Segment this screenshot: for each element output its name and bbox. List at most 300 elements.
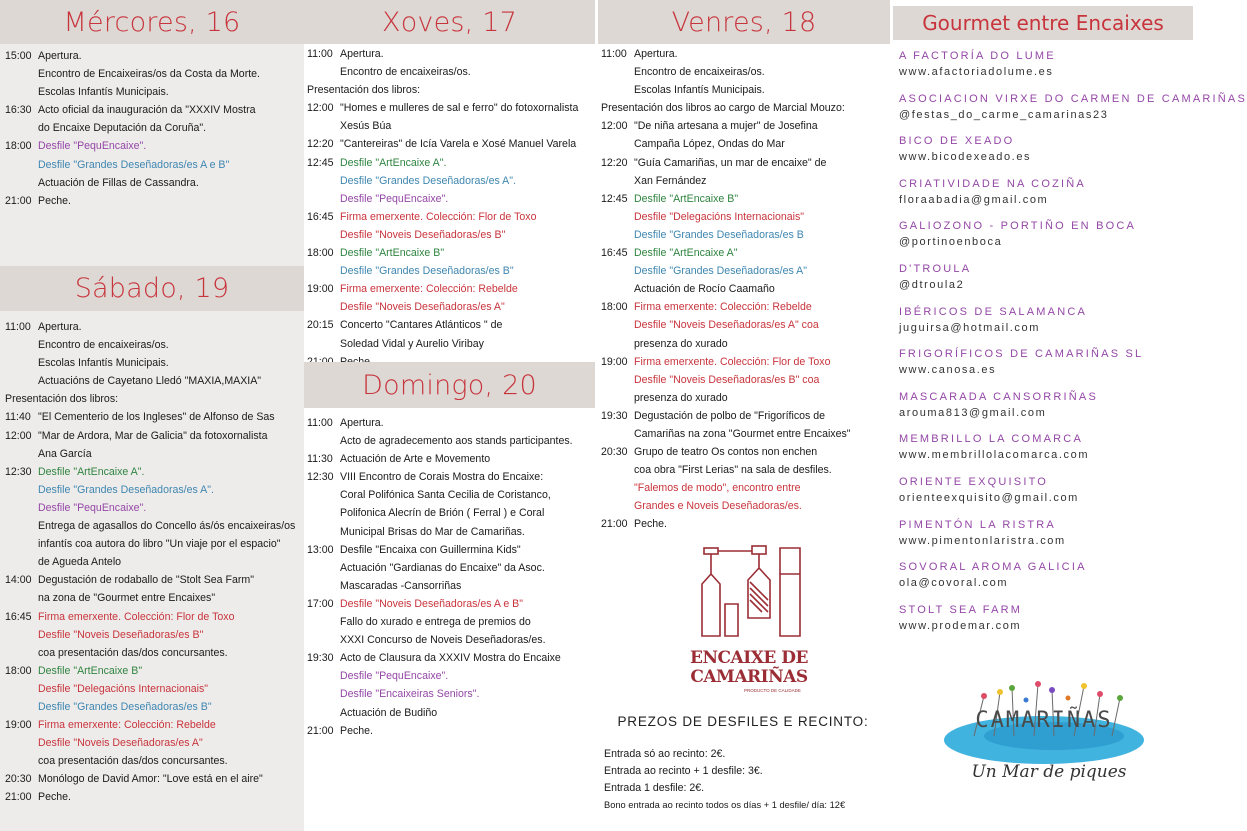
- event-text: Xesús Búa: [340, 120, 392, 133]
- event-text: Camariñas na zona "Gourmet entre Encaixes": [634, 427, 851, 440]
- event-time: [601, 208, 634, 226]
- event-time: [601, 371, 634, 389]
- event-time: 20:15: [307, 319, 334, 332]
- schedule-event: [307, 172, 595, 190]
- event-text: presenza do xurado: [634, 337, 728, 350]
- vendor-name: ORIENTE EXQUISITO: [899, 475, 1049, 488]
- prices-title: PREZOS DE DESFILES E RECINTO:: [617, 714, 869, 729]
- event-time: [307, 262, 340, 280]
- event-text: Desfile "Grandes Deseñadoras/es A": [634, 265, 807, 278]
- event-time: [5, 83, 38, 101]
- schedule-event: [307, 559, 595, 577]
- event-text: Apertura.: [38, 50, 82, 62]
- event-text: Desfile "ArtEncaixe B": [340, 247, 445, 260]
- logo-sub: PRODUCTO DE CALIDADE: [744, 688, 801, 693]
- event-text: Presentación dos libros:: [5, 393, 119, 406]
- event-time: [307, 117, 340, 135]
- event-text: Desfile "ArtEncaixe A".: [340, 156, 447, 169]
- event-text: Desfile "ArtEncaixe B": [634, 192, 739, 205]
- schedule-event: [601, 407, 890, 425]
- event-text: "Cantereiras" de Icía Varela e Xosé Manuel Varela: [340, 138, 577, 151]
- schedule-event: [5, 119, 301, 137]
- vendor-name: MASCARADA CANSORRIÑAS: [899, 390, 1099, 403]
- bobbins-icon: [690, 544, 810, 644]
- day-title: Venres, 18: [671, 6, 817, 38]
- schedule-event: [5, 336, 301, 354]
- event-time: 12:45: [601, 192, 628, 205]
- event-text: "El Cementerio de los Ingleses" de Alfonso de Sas: [38, 411, 275, 424]
- schedule-xoves: [307, 45, 595, 371]
- logo-line2: CAMARIÑAS: [690, 667, 808, 687]
- day-heading-mercores: [0, 0, 304, 44]
- event-text: Firma emerxente: Colección: Rebelde: [634, 301, 812, 314]
- event-time: [5, 65, 38, 83]
- schedule-event: [307, 226, 595, 244]
- vendor-name: D'TROULA: [899, 262, 972, 275]
- event-time: [601, 425, 634, 443]
- vendor-contact: arouma813@gmail.com: [899, 406, 1047, 419]
- event-time: 19:00: [307, 283, 334, 296]
- event-text: Escolas Infantís Municipais.: [38, 357, 169, 370]
- event-text: Desfile "Grandes Deseñadoras/es A".: [38, 483, 214, 496]
- event-text: do Encaixe Deputación da Coruña".: [38, 122, 207, 135]
- event-time: [601, 335, 634, 353]
- event-text: Desfile "PequEncaixe".: [340, 670, 449, 683]
- schedule-event: [5, 174, 301, 192]
- event-text: Ana García: [38, 447, 92, 460]
- schedule-event: [5, 427, 301, 445]
- event-text: Acto de agradecemento aos stands participantes.: [340, 435, 573, 448]
- event-text: Desfile "PequEncaixe".: [38, 501, 147, 514]
- vendor-item: [899, 261, 1194, 304]
- event-time: [601, 497, 634, 515]
- event-time: 18:00: [601, 301, 628, 314]
- event-time: [307, 298, 340, 316]
- event-text: Desfile "ArtEncaixe B": [38, 664, 143, 677]
- schedule-event: [5, 83, 301, 101]
- day-title: Domingo, 20: [362, 369, 537, 401]
- vendor-contact: ola@covoral.com: [899, 577, 1009, 590]
- event-text: VIII Encontro de Corais Mostra do Encaixe:: [340, 471, 544, 484]
- event-time: 18:00: [5, 664, 32, 677]
- event-time: 12:00: [5, 429, 32, 442]
- event-text: Firma emerxente: Colección: Rebelde: [38, 719, 216, 732]
- schedule-event: [5, 445, 301, 463]
- schedule-event: [601, 280, 890, 298]
- event-text: XXXI Concurso de Noveis Deseñadoras/es.: [340, 634, 546, 647]
- event-time: [5, 589, 38, 607]
- schedule-event: [307, 99, 595, 117]
- event-text: Soledad Vidal y Aurelio Viribay: [340, 337, 484, 350]
- day-title: Sábado, 19: [74, 273, 230, 304]
- event-text: Apertura.: [634, 48, 678, 60]
- price-line: Entrada só ao recinto: 2€.: [604, 748, 726, 760]
- schedule-event: [601, 443, 890, 461]
- event-text: Campaña López, Ondas do Mar: [634, 138, 785, 151]
- vendor-item: [899, 559, 1194, 602]
- schedule-event: [5, 137, 301, 155]
- event-text: Desfile "Encaixeiras Seniors".: [340, 688, 480, 701]
- schedule-event: [307, 135, 595, 153]
- event-text: Desfile "Grandes Deseñadoras/es B: [634, 228, 804, 241]
- event-time: 16:45: [601, 247, 628, 260]
- event-text: Mascaradas -Cansorriñas: [340, 579, 462, 592]
- vendor-name: A FACTORÍA DO LUME: [899, 50, 1056, 62]
- event-text: Peche.: [38, 194, 71, 207]
- event-time: 16:45: [5, 610, 32, 623]
- event-text: Actuación de Fillas de Cassandra.: [38, 176, 199, 189]
- schedule-event: [307, 722, 595, 740]
- event-time: 21:00: [5, 791, 32, 804]
- vendor-name: STOLT SEA FARM: [899, 603, 1023, 616]
- event-time: [5, 481, 38, 499]
- camarinas-logo: [934, 676, 1154, 798]
- vendor-item: [899, 48, 1194, 91]
- event-time: 12:20: [601, 156, 628, 169]
- event-time: [307, 685, 340, 703]
- event-text: Xan Fernández: [634, 174, 707, 187]
- event-text: Desfile "Noveis Deseñadoras/es A e B": [340, 597, 524, 610]
- event-time: 19:00: [5, 719, 32, 732]
- event-text: Apertura.: [340, 417, 384, 429]
- schedule-event: [601, 316, 890, 334]
- schedule-event: [5, 101, 301, 119]
- event-time: [5, 680, 38, 698]
- event-text: Entrega de agasallos do Concello ás/ós encaixeiras/os: [38, 520, 296, 533]
- event-time: [601, 226, 634, 244]
- vendor-name: MEMBRILLO LA COMARCA: [899, 433, 1083, 446]
- price-line: Bono entrada ao recinto todos os días + 1 desfile/ día: 12€: [604, 800, 846, 810]
- event-time: [601, 135, 634, 153]
- schedule-event: [601, 81, 890, 99]
- event-time: 17:00: [307, 597, 334, 610]
- schedule-event: [307, 244, 595, 262]
- schedule-event: [307, 468, 595, 486]
- schedule-event: [307, 208, 595, 226]
- event-text: Firma emerxente. Colección: Flor de Toxo: [634, 355, 831, 368]
- schedule-event: [601, 117, 890, 135]
- schedule-mercores: [5, 47, 301, 210]
- event-text: Actuación de Budiño: [340, 706, 438, 719]
- schedule-event: [5, 156, 301, 174]
- schedule-event: [601, 63, 890, 81]
- day-heading-venres: [598, 0, 890, 44]
- event-text: coa obra "First Lerias" na sala de desfiles.: [634, 464, 832, 477]
- event-text: na zona de "Gourmet entre Encaixes": [38, 592, 216, 605]
- schedule-event: [307, 577, 595, 595]
- vendor-contact: www.prodemar.com: [899, 619, 1022, 632]
- schedule-event: [307, 280, 595, 298]
- event-text: Apertura.: [340, 48, 384, 60]
- event-text: Degustación de polbo de "Frigoríficos de: [634, 409, 826, 422]
- event-time: 13:00: [307, 543, 334, 556]
- event-text: Acto de Clausura da XXXIV Mostra do Encaixe: [340, 652, 561, 665]
- schedule-domingo: [307, 414, 595, 740]
- event-time: [5, 119, 38, 137]
- event-text: Desfile "Noveis Deseñadoras/es A": [38, 737, 203, 750]
- event-time: [307, 335, 340, 353]
- schedule-event: [601, 425, 890, 443]
- event-time: 19:30: [601, 409, 628, 422]
- day-heading-xoves: [304, 0, 595, 44]
- event-time: [601, 262, 634, 280]
- event-text: Encontro de encaixeiras/os.: [340, 66, 471, 79]
- event-text: Desfile "ArtEncaixe A": [634, 247, 738, 260]
- schedule-event: [5, 698, 301, 716]
- vendor-item: [899, 474, 1194, 517]
- event-text: Peche.: [38, 791, 71, 804]
- vendor-contact: www.afactoriadolume.es: [899, 66, 1054, 78]
- event-time: [307, 190, 340, 208]
- event-text: coa presentación das/dos concursantes.: [38, 646, 228, 659]
- event-time: 14:00: [5, 574, 32, 587]
- event-time: 12:20: [307, 138, 334, 151]
- event-time: [5, 752, 38, 770]
- event-text: Acto oficial da inauguración da "XXXIV Mostra: [38, 104, 256, 117]
- schedule-event: [307, 414, 595, 432]
- event-time: [5, 336, 38, 354]
- event-time: 18:00: [307, 247, 334, 260]
- event-text: Peche.: [634, 518, 667, 531]
- event-text: Grupo de teatro Os contos non enchen: [634, 446, 818, 459]
- schedule-event: [5, 517, 301, 535]
- vendor-name: CRIATIVIDADE NA COZIÑA: [899, 177, 1086, 190]
- schedule-event: [307, 190, 595, 208]
- schedule-event: [307, 298, 595, 316]
- day-heading-domingo: [304, 362, 595, 408]
- event-time: 18:00: [5, 140, 32, 153]
- logo-line1: ENCAIXE DE: [690, 648, 808, 668]
- event-time: [307, 704, 340, 722]
- schedule-event: [307, 541, 595, 559]
- event-time: [5, 174, 38, 192]
- event-text: Desfile "Grandes Deseñadoras/es B": [340, 265, 514, 278]
- event-time: 21:00: [307, 724, 334, 737]
- event-time: [307, 432, 340, 450]
- schedule-event: [5, 535, 301, 553]
- event-time: [5, 499, 38, 517]
- event-text: Desfile "Delegacións Internacionais": [38, 682, 209, 695]
- vendor-item: [899, 91, 1247, 134]
- event-text: Actuacións de Cayetano Lledó "MAXIA,MAXIA": [38, 375, 262, 388]
- event-text: Peche.: [340, 724, 373, 737]
- schedule-event: [5, 788, 301, 806]
- schedule-event: [601, 208, 890, 226]
- vendor-item: [899, 431, 1194, 474]
- event-time: [307, 613, 340, 631]
- vendor-contact: www.canosa.es: [899, 364, 997, 377]
- event-text: "Mar de Ardora, Mar de Galicia" da fotoxornalista: [38, 429, 268, 442]
- schedule-event: [5, 408, 301, 426]
- event-text: Encontro de encaixeiras/os.: [634, 66, 765, 79]
- vendor-contact: www.bicodexeado.es: [899, 151, 1032, 164]
- price-line: Entrada 1 desfile: 2€.: [604, 782, 705, 794]
- schedule-event: [5, 589, 301, 607]
- schedule-event: [5, 662, 301, 680]
- event-text: Concerto "Cantares Atlánticos " de: [340, 319, 503, 332]
- vendor-item: [899, 602, 1194, 645]
- event-time: [601, 479, 634, 497]
- event-text: Monólogo de David Amor: "Love está en el aire": [38, 773, 263, 786]
- event-time: 12:30: [307, 471, 334, 484]
- schedule-event: [5, 608, 301, 626]
- event-time: [307, 523, 340, 541]
- event-text: Desfile "Noveis Deseñadoras/es A" coa: [634, 319, 819, 332]
- schedule-event: [5, 354, 301, 372]
- event-time: 11:00: [601, 48, 627, 60]
- event-text: Degustación de rodaballo de "Stolt Sea Farm": [38, 574, 254, 587]
- schedule-event: [307, 432, 595, 450]
- event-time: [5, 517, 38, 535]
- event-text: Desfile "ArtEncaixe A".: [38, 465, 145, 478]
- event-text: Desfile "Noveis Deseñadoras/es B" coa: [634, 373, 820, 386]
- event-time: [5, 553, 38, 571]
- vendor-name: FRIGORÍFICOS DE CAMARIÑAS SL: [899, 348, 1144, 361]
- day-title: Xoves, 17: [382, 6, 517, 38]
- event-text: Desfile "Noveis Deseñadoras/es B": [38, 628, 204, 641]
- schedule-event: [5, 644, 301, 662]
- event-text: Polifonica Alecrín de Brión ( Ferral ) e Coral: [340, 507, 545, 520]
- event-time: [5, 445, 38, 463]
- schedule-event: [307, 504, 595, 522]
- event-time: 20:30: [601, 446, 628, 459]
- camarinas-logo-tagline: Un Mar de piques: [971, 762, 1127, 782]
- event-text: presenza do xurado: [634, 391, 728, 404]
- event-text: "Guía Camariñas, un mar de encaixe" de: [634, 156, 827, 169]
- vendor-item: [899, 346, 1194, 389]
- schedule-event: [5, 65, 301, 83]
- vendor-item: [899, 218, 1194, 261]
- schedule-event: [601, 389, 890, 407]
- schedule-line: [5, 390, 301, 408]
- event-time: 11:30: [307, 453, 333, 466]
- event-time: [307, 63, 340, 81]
- vendor-contact: @festas_do_carme_camarinas23: [899, 108, 1109, 121]
- event-text: Grandes e Noveis Deseñadoras/es.: [634, 500, 802, 513]
- event-time: [5, 698, 38, 716]
- schedule-event: [601, 515, 890, 533]
- event-time: [601, 461, 634, 479]
- vendor-contact: www.membrillolacomarca.com: [899, 449, 1090, 462]
- event-time: 19:30: [307, 652, 334, 665]
- event-text: coa presentación das/dos concursantes.: [38, 755, 228, 768]
- day-heading-sabado: [0, 266, 304, 311]
- schedule-line: [601, 99, 890, 117]
- schedule-event: [5, 372, 301, 390]
- schedule-event: [307, 613, 595, 631]
- schedule-event: [601, 353, 890, 371]
- schedule-event: [5, 481, 301, 499]
- schedule-venres: [601, 45, 890, 534]
- vendor-list: [899, 48, 1247, 644]
- schedule-event: [307, 704, 595, 722]
- event-time: 12:00: [601, 120, 628, 133]
- event-text: Actuación de Arte e Movemento: [340, 453, 491, 466]
- prices-list: [604, 746, 845, 814]
- schedule-event: [5, 318, 301, 336]
- event-text: Escolas Infantís Municipais.: [38, 86, 169, 99]
- event-time: 11:00: [307, 417, 333, 429]
- schedule-event: [601, 371, 890, 389]
- schedule-event: [5, 770, 301, 788]
- schedule-event: [5, 553, 301, 571]
- vendor-name: GALIOZONO - PORTIÑO EN BOCA: [899, 220, 1137, 233]
- event-time: [5, 626, 38, 644]
- event-time: 16:45: [307, 210, 334, 223]
- schedule-event: [307, 45, 595, 63]
- schedule-event: [5, 752, 301, 770]
- event-time: [5, 644, 38, 662]
- schedule-line: [307, 81, 595, 99]
- event-text: "Falemos de modo", encontro entre: [634, 482, 801, 495]
- event-text: de Agueda Antelo: [38, 556, 122, 569]
- schedule-event: [307, 335, 595, 353]
- event-text: Apertura.: [38, 321, 82, 333]
- schedule-event: [601, 262, 890, 280]
- vendor-item: [899, 304, 1194, 347]
- vendor-item: [899, 517, 1194, 560]
- event-time: [5, 372, 38, 390]
- vendor-item: [899, 389, 1194, 432]
- encaixe-logo: [684, 544, 814, 704]
- event-text: Desfile "Noveis Deseñadoras/es B": [340, 228, 506, 241]
- schedule-event: [307, 685, 595, 703]
- event-text: Encontro de Encaixeiras/os da Costa da Morte.: [38, 68, 260, 81]
- event-text: Desfile "Delegacións Internacionais": [634, 210, 805, 223]
- event-time: 21:00: [5, 194, 32, 207]
- event-time: 12:30: [5, 465, 32, 478]
- event-text: Presentación dos libros ao cargo de Marcial Mouzo:: [601, 102, 845, 115]
- event-time: [601, 389, 634, 407]
- vendor-name: PIMENTÓN LA RISTRA: [899, 518, 1056, 531]
- schedule-event: [601, 190, 890, 208]
- schedule-event: [307, 667, 595, 685]
- vendor-contact: @portinoenboca: [899, 236, 1003, 249]
- event-time: 20:30: [5, 773, 32, 786]
- schedule-event: [5, 463, 301, 481]
- schedule-event: [307, 649, 595, 667]
- event-text: Firma emerxente. Colección: Flor de Toxo: [38, 610, 235, 623]
- event-text: Firma emerxente. Colección: Flor de Toxo: [340, 210, 537, 223]
- event-time: 19:00: [601, 355, 628, 368]
- schedule-event: [307, 486, 595, 504]
- event-time: [307, 226, 340, 244]
- event-time: 11:00: [5, 321, 31, 333]
- schedule-event: [601, 135, 890, 153]
- event-time: [307, 486, 340, 504]
- event-text: Presentación dos libros:: [307, 84, 421, 97]
- vendor-item: [899, 133, 1194, 176]
- schedule-event: [601, 479, 890, 497]
- event-time: [5, 156, 38, 174]
- schedule-sabado: [5, 318, 301, 807]
- schedule-event: [307, 117, 595, 135]
- event-time: 12:45: [307, 156, 334, 169]
- event-text: Desfile "Noveis Deseñadoras/es A": [340, 301, 505, 314]
- schedule-event: [601, 172, 890, 190]
- schedule-event: [601, 45, 890, 63]
- event-time: [307, 559, 340, 577]
- event-text: Desfile "Grandes Deseñadoras/es A e B": [38, 158, 230, 171]
- schedule-event: [601, 226, 890, 244]
- schedule-event: [307, 262, 595, 280]
- vendor-contact: www.pimentonlaristra.com: [899, 534, 1066, 547]
- event-text: Encontro de encaixeiras/os.: [38, 339, 169, 352]
- event-time: 21:00: [601, 518, 628, 531]
- vendor-contact: orienteexquisito@gmail.com: [899, 491, 1079, 504]
- price-line: Entrada ao recinto + 1 desfile: 3€.: [604, 765, 763, 777]
- schedule-event: [5, 626, 301, 644]
